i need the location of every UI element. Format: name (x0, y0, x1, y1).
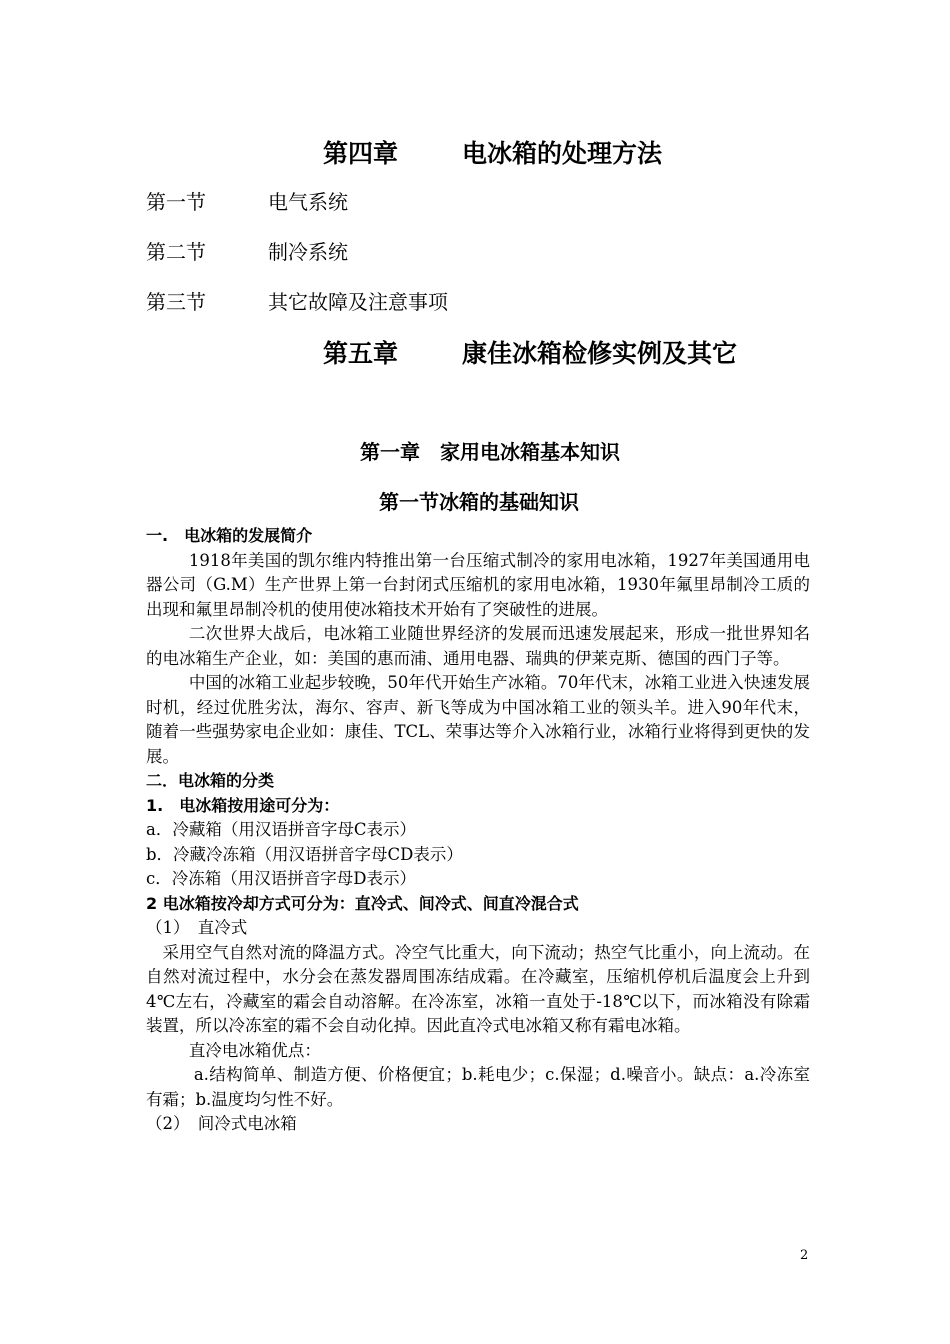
paragraph-history-2: 二次世界大战后，电冰箱工业随世界经济的发展而迅速发展起来，形成一批世界知名的电冰箱生产企业，如：美国的惠而浦、通用电器、瑞典的伊莱克斯、德国的西门子等。 (146, 624, 810, 668)
list-item-use-a: a．冷藏箱（用汉语拼音字母C表示） (146, 820, 416, 839)
toc-section-1 (146, 186, 348, 215)
chapter4-title: 电冰箱的处理方法 (462, 139, 663, 168)
direct-cooling-description: 采用空气自然对流的降温方式。冷空气比重大，向下流动；热空气比重小，向上流动。在自然对流过程中，水分会在蒸发器周围冻结成霜。在冷藏室，压缩机停机后温度会上升到4℃左右，冷藏室的霜会自动溶解。在冷冻室，冰箱一直处于-18℃以下，而冰箱没有除霜装置，所以冷冻室的霜不会自动化掉。因此直冷式电冰箱又称有霜电冰箱。 (146, 942, 810, 1035)
indirect-cooling-title: （2） 间冷式电冰箱 (146, 1114, 297, 1133)
direct-cooling-pros-title: 直冷电冰箱优点： (188, 1040, 321, 1060)
chapter4-number: 第四章 (323, 139, 399, 168)
chapter1-heading: 第一章 家用电冰箱基本知识 (360, 440, 620, 464)
chapter5-heading (323, 334, 737, 370)
page-number: 2 (800, 1248, 809, 1263)
list-item-use-c: c．冷冻箱（用汉语拼音字母D表示） (146, 869, 416, 888)
body-content (146, 524, 810, 1137)
direct-cooling-title: （1） 直冷式 (146, 918, 248, 937)
section1-heading: 第一节冰箱的基础知识 (379, 490, 579, 514)
paragraph-history-3: 中国的冰箱工业起步较晚，50年代开始生产冰箱。70年代末，冰箱工业进入快速发展时机，经过优胜劣汰，海尔、容声、新飞等成为中国冰箱工业的领头羊。进入90年代末，随着一些强势家电企业如：康佳、TCL、荣事达等介入冰箱行业，冰箱行业将得到更快的发展。 (146, 673, 810, 766)
subheading-development: 一. 电冰箱的发展简介 (146, 526, 313, 545)
toc-section-3 (146, 286, 448, 315)
subheading-by-cooling: 2 电冰箱按冷却方式可分为：直冷式、间冷式、间直冷混合式 (146, 893, 579, 913)
list-item-use-b: b．冷藏冷冻箱（用汉语拼音字母CD表示） (146, 844, 463, 864)
toc-section-1-label: 第一节 (146, 190, 206, 214)
subheading-classification: 二．电冰箱的分类 (146, 771, 275, 790)
subheading-by-use: 1. 电冰箱按用途可分为： (146, 795, 340, 815)
chapter5-number: 第五章 (323, 339, 399, 368)
direct-cooling-pros-detail: a.结构简单、制造方便、价格便宜；b.耗电少；c.保湿；d.噪音小。缺点：a.冷冻室有霜；b.温度均匀性不好。 (146, 1065, 810, 1109)
toc-section-1-title: 电气系统 (268, 190, 348, 214)
toc-section-2-title: 制冷系统 (268, 240, 348, 264)
toc-section-3-title: 其它故障及注意事项 (268, 290, 448, 314)
paragraph-history-1: 1918年美国的凯尔维内特推出第一台压缩式制冷的家用电冰箱，1927年美国通用电器公司（G.M）生产世界上第一台封闭式压缩机的家用电冰箱，1930年氟里昂制冷工质的出现和氟里昂制冷机的使用使冰箱技术开始有了突破性的进展。 (146, 550, 810, 619)
chapter4-heading (323, 134, 662, 170)
toc-section-2-label: 第二节 (146, 240, 206, 264)
toc-section-3-label: 第三节 (146, 290, 206, 314)
toc-section-2 (146, 236, 348, 265)
chapter5-title: 康佳冰箱检修实例及其它 (462, 339, 738, 368)
